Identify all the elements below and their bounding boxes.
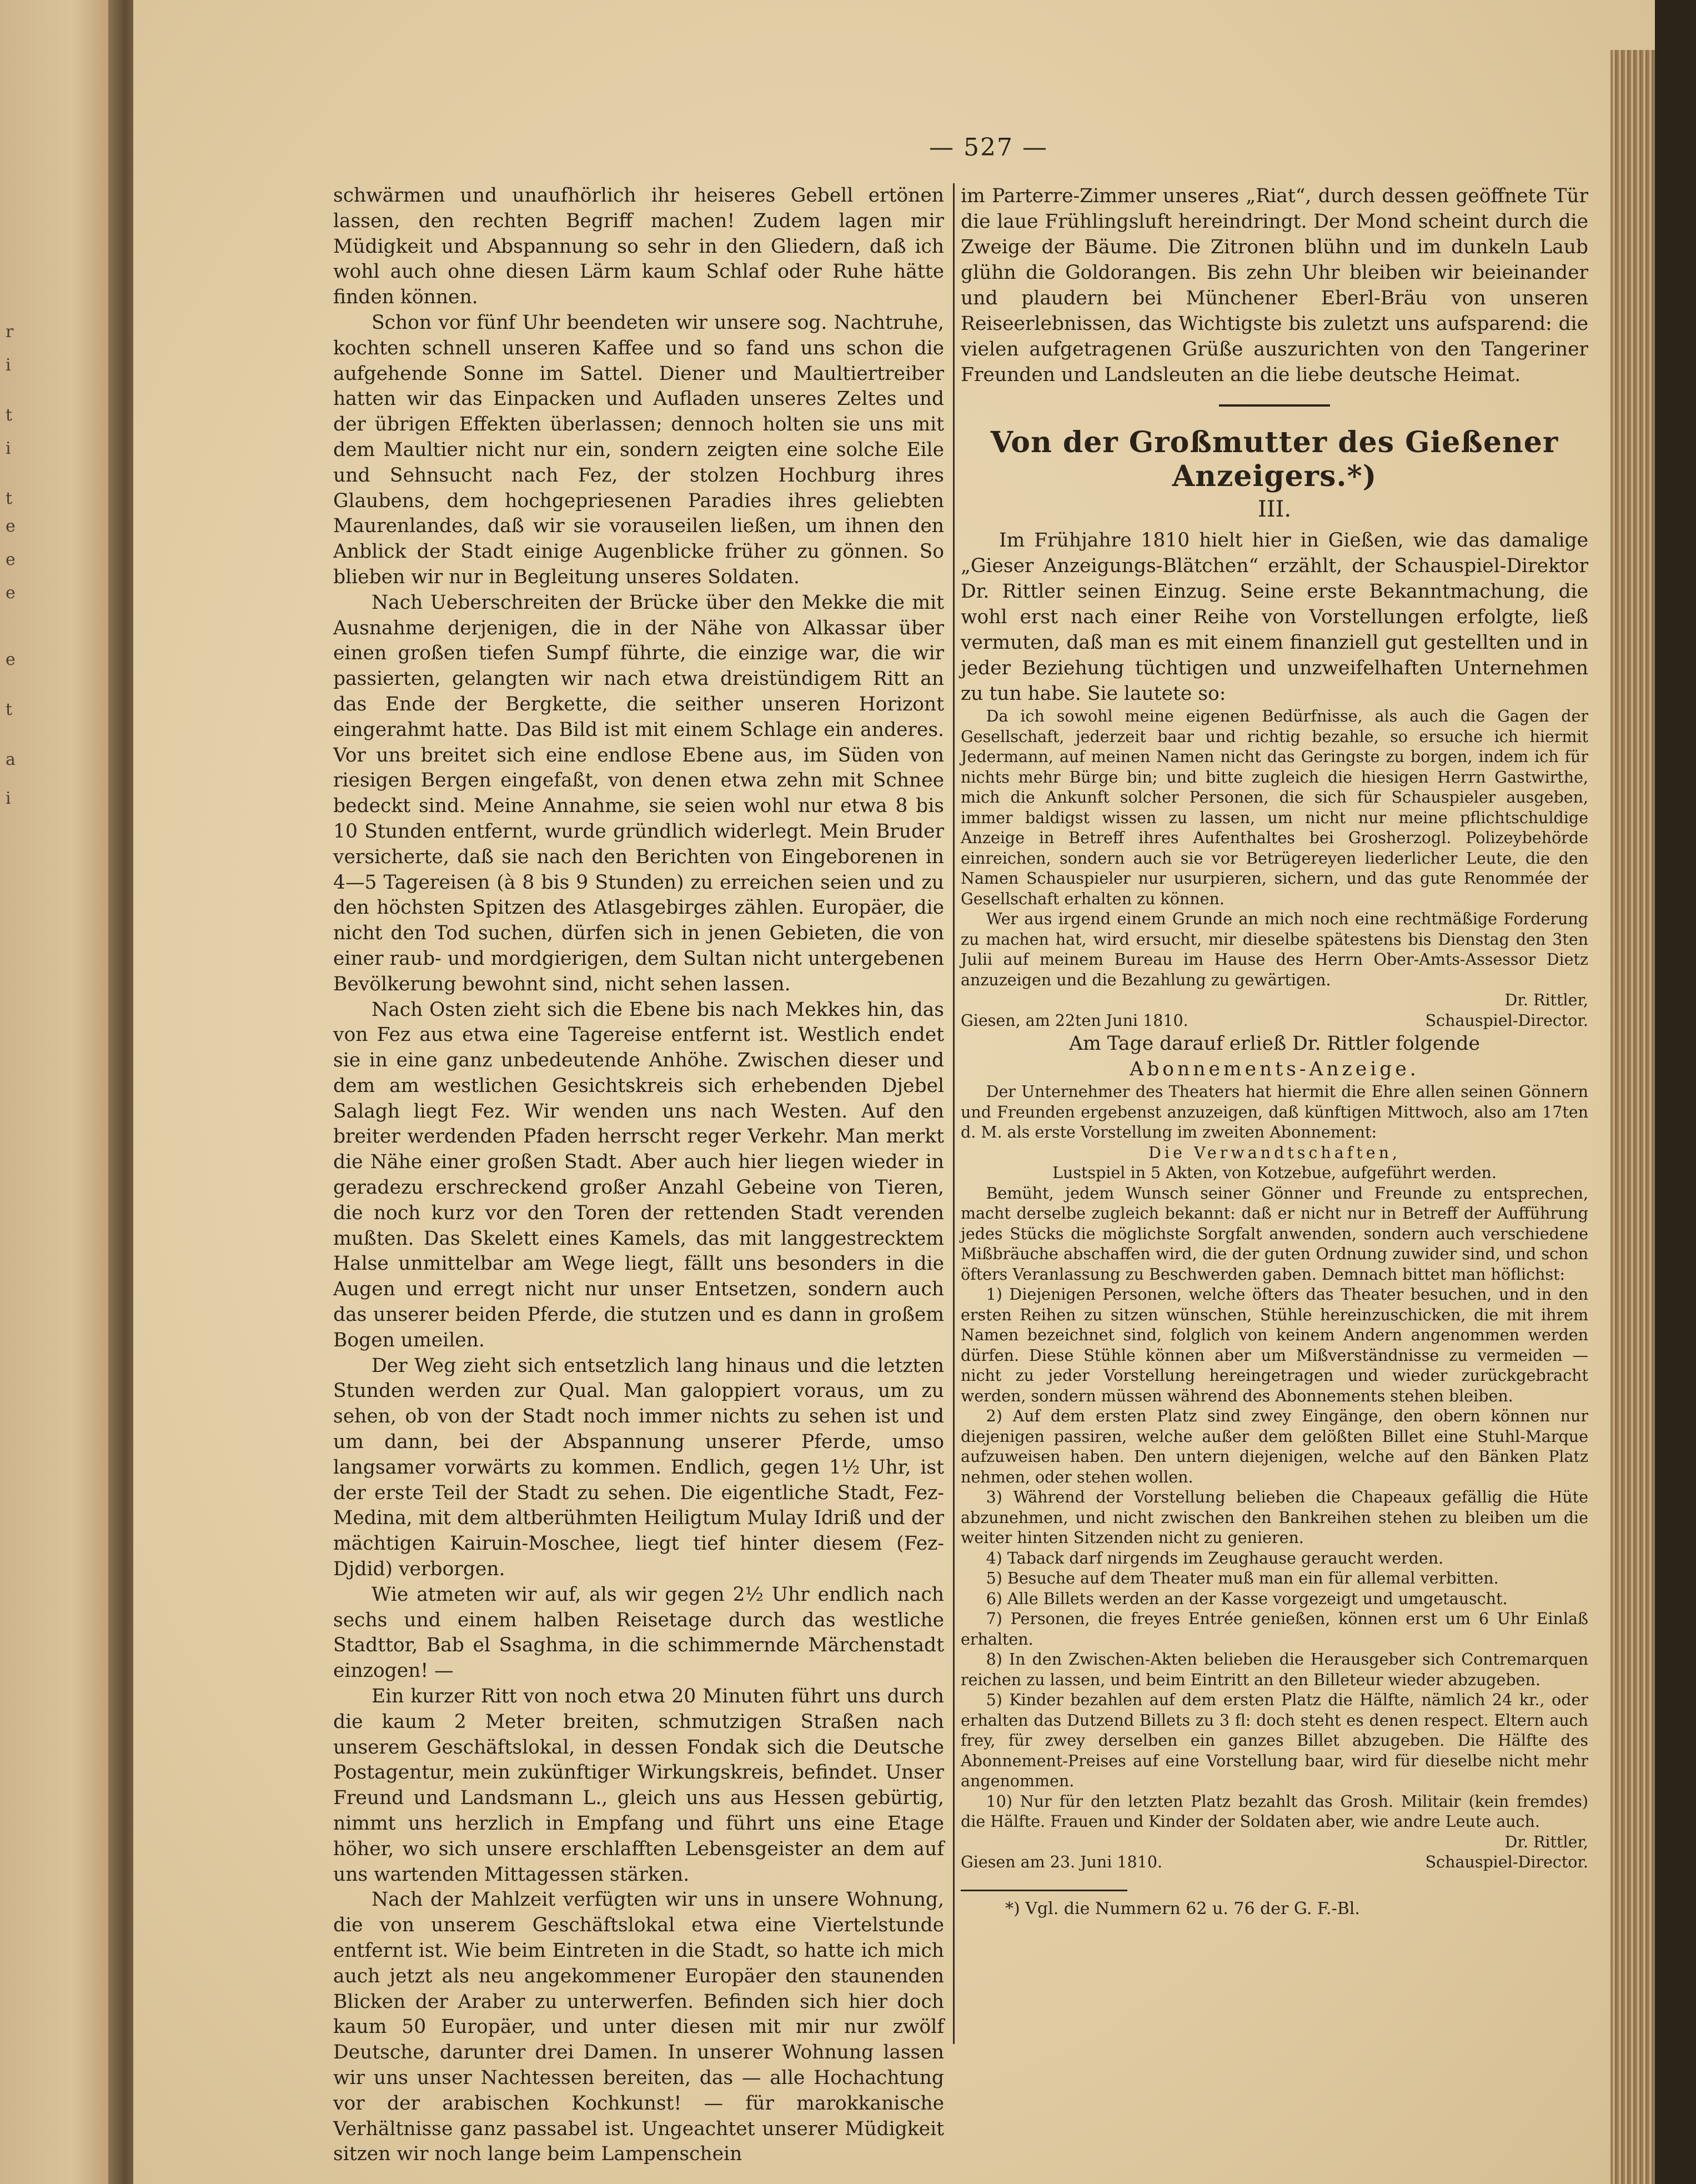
previous-page-fragment: a: [6, 750, 16, 769]
paragraph: Nach Osten zieht sich die Ebene bis nach Mekkes hin, das von Fez aus etwa eine Tagereise entfernt ist. Westlich endet sie in eine ganz unbedeutende Anhöhe. Zwischen dieser und dem am westlichen Gesichtskreis sich erhebenden Djebel Salagh liegt Fez. Wir wenden uns nach Westen. Auf den breiter werdenden Pfaden herrscht reger Verkehr. Man merkt die Nähe einer großen Stadt. Aber auch hier liegen wieder in geradezu erschreckend großer Anzahl Gebeine von Tieren, die noch kurz vor den Toren der rettenden Stadt verenden mußten. Das Skelett eines Kamels, das mit langgestrecktem Halse unmittelbar am Wege liegt, fällt uns besonders in die Augen und erregt nicht nur unser Entsetzen, sondern auch das unserer beiden Pferde, die stutzen und es dann in großem Bogen umeilen.: [333, 998, 944, 1351]
rule-item: 4) Taback darf nirgends im Zeughause geraucht werden.: [986, 1549, 1444, 1567]
paragraph: schwärmen und unaufhörlich ihr heiseres Gebell ertönen lassen, den rechten Begriff machen! Zudem lagen mir Müdigkeit und Abspannung so sehr in den Gliedern, daß ich wohl auch ohne diesen Lärm kaum Schlaf oder Ruhe hätte finden können.: [333, 184, 944, 309]
notice-paragraph: Wer aus irgend einem Grunde an mich noch eine rechtmäßige Forderung zu machen hat, wird ersucht, mir dieselbe spätestens bis Dienstag den 3ten Julii auf meinem Bureau im Hause des Herrn Ober-Amts-Assessor Dietz anzuzeigen und die Bezahlung zu gewärtigen.: [961, 910, 1588, 989]
article-title: Von der Großmutter des Gießener Anzeigers.*): [990, 425, 1559, 493]
previous-page-fragment: t: [6, 700, 13, 719]
quoted-notice: [961, 707, 1588, 1031]
previous-page-edge: [0, 0, 119, 2184]
previous-page-fragment: e: [6, 517, 16, 536]
notice-paragraph: Bemüht, jedem Wunsch seiner Gönner und Freunde zu entsprechen, macht derselbe zugleich bekannt: daß er nicht nur in Betreff der Aufführung jedes Stücks die möglichste Sorgfalt anwenden, sondern auch verschiedene Mißbräuche abschaffen wird, die der guten Ordnung zuwider sind, und schon öfters Veranlassung zu Beschwerden gaben. Demnach bittet man höflichst:: [961, 1184, 1588, 1284]
notice-heading: Abonnements-Anzeige.: [1130, 1058, 1419, 1080]
notice-signature-row: [961, 1852, 1588, 1873]
rule-item: 7) Personen, die freyes Entrée genießen, können erst um 6 Uhr Einlaß erhalten.: [961, 1610, 1588, 1649]
notice-paragraph: Der Unternehmer des Theaters hat hiermit die Ehre allen seinen Gönnern und Freunden ergebenst anzuzeigen, daß künftigen Mittwoch, also am 17ten d. M. als erste Vorstellung im zweiten Abonnement:: [961, 1083, 1588, 1141]
rule-item: 1) Diejenigen Personen, welche öfters das Theater besuchen, und in den ersten Reihen zu sitzen wünschen, Stühle hereinzuschicken, die mit ihrem Namen bezeichnet sind, folglich von keinem Andern angenommen werden dürfen. Diese Stühle können aber um Mißverständnisse zu vermeiden — nicht zu jeder Vorstellung hereingetragen und wieder zurückgebracht werden, sondern müssen während des Abonnements stehen bleiben.: [961, 1285, 1588, 1405]
rule-item: 5) Kinder bezahlen auf dem ersten Platz die Hälfte, nämlich 24 kr., oder erhalten das Dutzend Billets zu 3 fl: doch steht es denen respect. Eltern auch frey, für zwey derselben ein ganzes Billet abzugeben. Die Hälfte des Abonnement-Preises auf eine Vorstellung baar, wird für dieselbe nicht mehr angenommen.: [961, 1691, 1588, 1790]
rule-item: 3) Während der Vorstellung belieben die Chapeaux gefällig die Hüte abzunehmen, und nicht zwischen den Bankreihen stehen zu bleiben um die weiter hinten Sitzenden nicht zu genieren.: [961, 1488, 1588, 1547]
previous-page-fragment: e: [6, 550, 16, 569]
previous-page-fragment: i: [6, 439, 11, 458]
abonnement-notice: [961, 1082, 1588, 1873]
play-title: Die Verwandtschaften,: [1148, 1143, 1401, 1162]
paragraph: Nach Ueberschreiten der Brücke über den Mekke die mit Ausnahme derjenigen, die in der Nähe von Alkassar über einen großen tiefen Sumpf führte, die einzige war, die wir passierten, gelangten wir nach etwa dreistündigem Ritt an das Ende der Bergkette, die seither unseren Horizont eingerahmt hatte. Das Bild ist mit einem Schlage ein anderes. Vor uns breitet sich eine endlose Ebene aus, im Süden von riesigen Bergen eingefaßt, von denen etwa zehn mit Schnee bedeckt sind. Meine Annahme, sie seien wohl nur etwa 8 bis 10 Stunden entfernt, wurde gründlich widerlegt. Mein Bruder versicherte, daß sie nach den Berichten von Eingeborenen in 4—5 Tagereisen (à 8 bis 9 Stunden) zu erreichen seien und zu den höchsten Spitzen des Atlasgebirges zählen. Europäer, die nicht den Tod suchen, dürfen sich in jenen Gebieten, die von einer raub- und mordgierigen, dem Sultan nicht untergebenen Bevölkerung bewohnt sind, nicht sehen lassen.: [333, 591, 944, 995]
paragraph: Wie atmeten wir auf, als wir gegen 2½ Uhr endlich nach sechs und einem halben Reisetage durch das westliche Stadttor, Bab el Ssaghma, in die schimmernde Märchenstadt einzogen! —: [333, 1583, 944, 1682]
paragraph: Ein kurzer Ritt von noch etwa 20 Minuten führt uns durch die kaum 2 Meter breiten, schmutzigen Straßen nach unserem Geschäftslokal, in dessen Fondak sich die Deutsche Postagentur, mein zukünftiger Wirkungskreis, befindet. Unser Freund und Landsmann L., gleich uns aus Hessen gebürtig, nimmt uns herzlich in Empfang und führt uns eine Etage höher, wo sich unsere erschlafften Lebensgeister an dem auf uns wartenden Mittagessen stärken.: [333, 1685, 944, 1886]
signature-role: Schauspiel-Director.: [1425, 1011, 1588, 1030]
previous-page-fragment: t: [6, 405, 13, 425]
signature-role: Schauspiel-Director.: [1425, 1853, 1588, 1871]
rule-item: 2) Auf dem ersten Platz sind zwey Eingänge, den obern können nur diejenigen passiren, welche außer dem gelößten Billet eine Stuhl-Marque aufzuweisen haben. Den untern diejenigen, welche auf den Bänken Platz nehmen, oder stehen wollen.: [961, 1407, 1588, 1486]
play-subtitle: Lustspiel in 5 Akten, von Kotzebue, aufgeführt werden.: [1052, 1164, 1497, 1182]
paragraph: Im Frühjahre 1810 hielt hier in Gießen, wie das damalige „Gieser Anzeigungs-Blätchen“ erzählt, der Schauspiel-Direktor Dr. Rittler seinen Einzug. Seine erste Bekanntmachung, die wohl erst nach einer Reihe von Vorstellungen erfolgte, ließ vermuten, daß man es mit einem finanziell gut gestellten und in jeder Beziehung tüchtigen und unzweifelhaften Unternehmen zu tun habe. Sie lautete so:: [961, 529, 1588, 705]
notice-signature-row: [961, 1832, 1588, 1853]
paragraph: im Parterre-Zimmer unseres „Riat“, durch dessen geöffnete Tür die laue Frühlingsluft hereindringt. Der Mond scheint durch die Zweige der Bäume. Die Zitronen blühn und im dunkeln Laub glühn die Goldorangen. Bis zehn Uhr bleiben wir beieinander und plaudern bei Münchener Eberl-Bräu von unseren Reiseerlebnissen, das Wichtigste bis zuletzt uns aufsparend: die vielen aufgetragenen Grüße auszurichten von den Tangeriner Freunden und Landsleuten an die liebe deutsche Heimat.: [961, 185, 1588, 386]
left-column: [333, 183, 944, 2167]
paragraph: Am Tage darauf erließ Dr. Rittler folgende: [1069, 1033, 1480, 1055]
signature-name: Dr. Rittler,: [1504, 991, 1588, 1009]
place-date: Giesen am 23. Juni 1810.: [961, 1853, 1163, 1871]
notice-paragraph: Da ich sowohl meine eigenen Bedürfnisse, als auch die Gagen der Gesellschaft, jederzeit baar und richtig bezahle, so ersuche ich hiermit Jedermann, auf meinen Namen nicht das Geringste zu borgen, indem ich für nichts mehr Bürge bin; und bitte zugleich die hiesigen Herrn Gastwirthe, mich die Ankunft solcher Personen, die sich für Schauspieler ausgeben, immer baldigst wissen zu lassen, um nicht nur meine pflichtschuldige Anzeige in Betreff ihres Aufenthaltes bei Grosherzogl. Polizeybehörde einreichen, sondern auch sie vor Betrügereyen liederlicher Leute, die den Namen Schauspieler nur usurpieren, sichern, und das gute Renommée der Gesellschaft erhalten zu können.: [961, 707, 1588, 908]
article-part-number: III.: [1257, 497, 1292, 522]
column-divider: [953, 183, 955, 2044]
page-block-edges: [1610, 50, 1655, 2184]
place-date: Giesen, am 22ten Juni 1810.: [961, 1011, 1188, 1030]
right-column: [961, 183, 1588, 1918]
paragraph: Nach der Mahlzeit verfügten wir uns in unsere Wohnung, die von unserem Geschäftslokal etwa eine Viertelstunde entfernt ist. Wie beim Eintreten in die Stadt, so hatte ich mich auch jetzt als neu angekommener Europäer den staunenden Blicken der Araber zu unterwerfen. Befinden sich hier doch kaum 50 Europäer, und unter diesen mit mir nur zwölf Deutsche, darunter drei Damen. In unserer Wohnung lassen wir uns unser Nachtessen bereiten, das — alle Hochachtung vor der arabischen Kochkunst! — für marokkanische Verhältnisse ganz passabel ist. Ungeachtet unserer Müdigkeit sitzen wir noch lange beim Lampenschein: [333, 1889, 944, 2166]
footnote-rule: [961, 1890, 1127, 1891]
previous-page-fragment: i: [6, 355, 11, 375]
previous-page-fragment: e: [6, 583, 16, 603]
previous-page-fragment: t: [6, 489, 13, 508]
footnote: *) Vgl. die Nummern 62 u. 76 der G. F.-Bl.: [1005, 1899, 1360, 1918]
page: [133, 0, 1655, 2184]
previous-page-fragment: i: [6, 789, 11, 808]
rule-item: 5) Besuche auf dem Theater muß man ein für allemal verbitten.: [986, 1569, 1499, 1587]
notice-signature-row: [961, 1011, 1588, 1031]
section-divider: [1219, 404, 1330, 407]
previous-page-fragment: r: [6, 322, 14, 342]
signature-name: Dr. Rittler,: [1504, 1832, 1588, 1851]
page-number: — 527 —: [929, 133, 1048, 162]
paragraph: Schon vor fünf Uhr beendeten wir unsere sog. Nachtruhe, kochten schnell unseren Kaffee und so fand uns schon die aufgehende Sonne im Sattel. Diener und Maultiertreiber hatten wir das Einpacken und Aufladen unseres Zeltes und der übrigen Effekten überlassen; dennoch holten sie uns mit dem Maultier nicht nur ein, sondern zeigten eine solche Eile und Sehnsucht nach Fez, der stolzen Hochburg ihres Glaubens, dem hochgepriesenen Paradies ihres geliebten Maurenlandes, daß wir sie vorauseilen ließen, um ihnen den Anblick der Stadt einige Augenblicke früher zu gönnen. So blieben wir nur in Begleitung unseres Soldaten.: [333, 311, 944, 588]
rule-item: 6) Alle Billets werden an der Kasse vorgezeigt und umgetauscht.: [986, 1589, 1508, 1608]
previous-page-fragment: e: [6, 650, 16, 669]
paragraph: Der Weg zieht sich entsetzlich lang hinaus und die letzten Stunden werden zur Qual. Man galoppiert voraus, um zu sehen, ob von der Stadt noch immer nichts zu sehen ist und um dann, bei der Abspannung unserer Pferde, umso langsamer vorwärts zu kommen. Endlich, gegen 1½ Uhr, ist der erste Teil der Stadt zu sehen. Die eigentliche Stadt, Fez-Medina, mit dem altberühmten Heiligtum Mulay Idriß und der mächtigen Kairuin-Moschee, liegt tief hinter diesem (Fez-Djdid) verborgen.: [333, 1354, 944, 1581]
rule-item: 10) Nur für den letzten Platz bezahlt das Grosh. Militair (kein fremdes) die Hälfte. Frauen und Kinder der Soldaten aber, wie andre Leute auch.: [961, 1792, 1588, 1831]
rule-item: 8) In den Zwischen-Akten belieben die Herausgeber sich Contremarquen reichen zu lassen, und beim Eintritt an den Billeteur wieder abzugeben.: [961, 1650, 1588, 1689]
notice-signature-row: [961, 990, 1588, 1011]
